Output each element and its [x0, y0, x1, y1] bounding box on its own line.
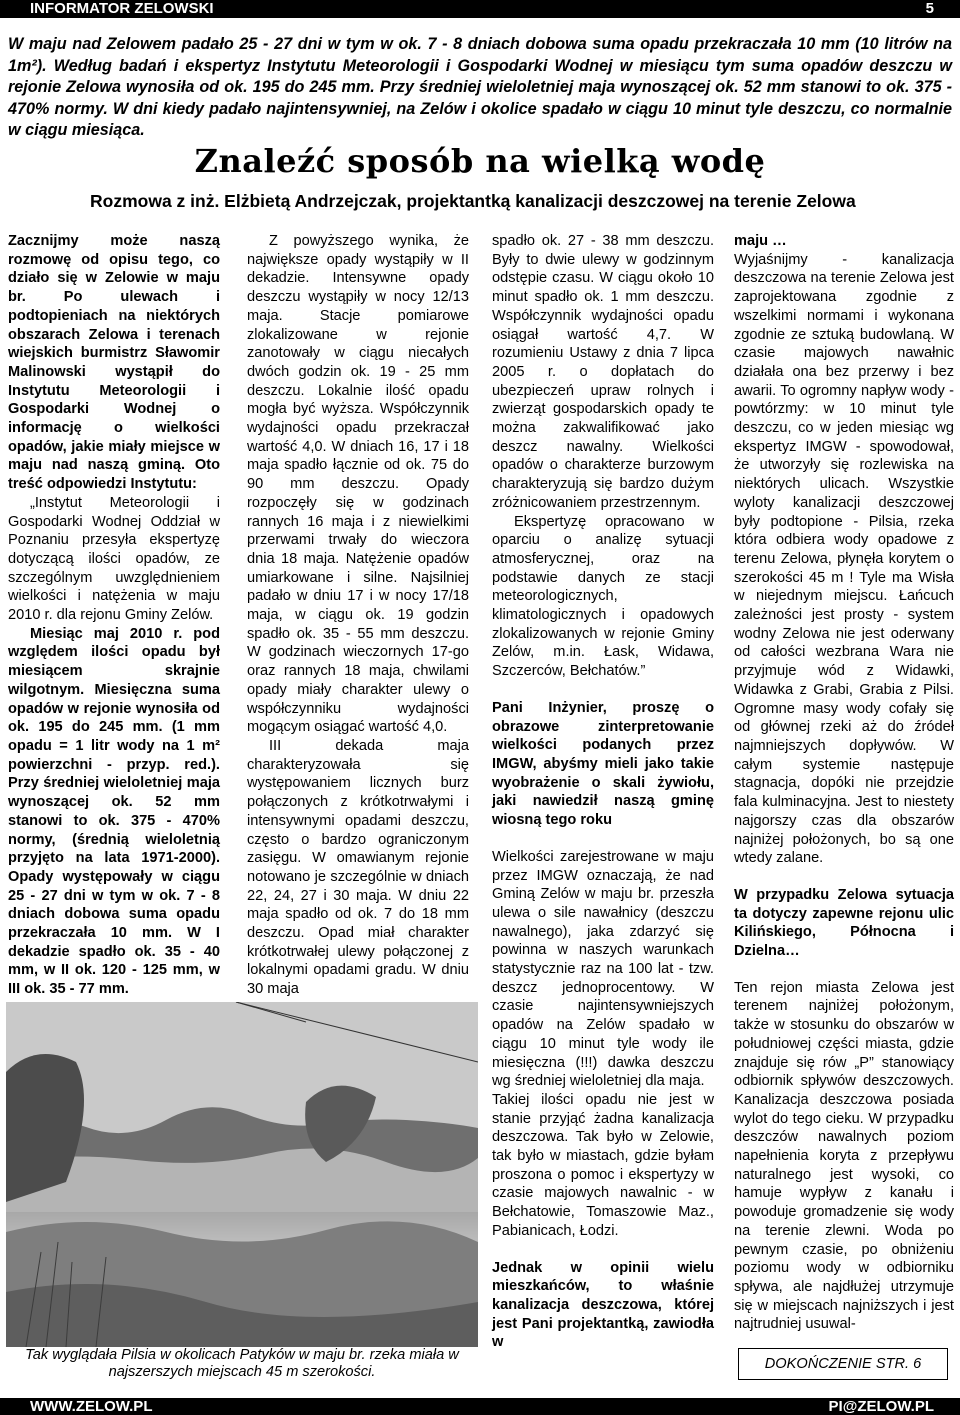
article-subhead: Rozmowa z inż. Elżbietą Andrzejczak, projektantką kanalizacji deszczowej na terenie Zelowa [90, 191, 856, 211]
article-headline: Znaleźć sposób na wielką wodę [194, 142, 766, 180]
paragraph: spadło ok. 27 - 38 mm deszczu. Były to dwie ulewy w godzinnym odstępie czasu. W ciągu około 10 minut spadło ok. 1 mm deszczu. Współczynnik wydajności opadu osiągał wartość 4,7. W rozumieniu Ustawy z dnia 7 lipca 2005 r. o dopłatach do ubezpieczeń upraw rolnych i zwierząt gospodarskich opady te można zakwalifikować jako deszcz nawalny. Wielkości opadów o charakterze burzowym charakteryzują się bardzo dużym zróżnicowaniem przestrzennym. [492, 233, 714, 511]
paragraph: Takiej ilości opadu nie jest w stanie przyjąć żadna kanalizacja deszczowa. Tak było w Zelowie, tak było w miastach, gdzie byłam proszona o pomoc i ekspertyzy w czasie majowych nawalnic - w Bełchatowie, Tomaszowie Maz., Pabianicach, Łodzi. [492, 1091, 714, 1239]
column-1 [8, 232, 220, 999]
interview-question: maju … [734, 233, 787, 249]
interview-question: Zacznijmy może naszą rozmowę od opisu tego, co działo się w Zelowie w maju br. Po ulewach i podtopieniach na niektórych obszarach Zelowa i terenach wiejskich burmistrz Sławomir Malinowski wystąpił do Instytutu Meteorologii i Gospodarki Wodnej o informację o wielkości opadów, jakie miały miejsce w maju nad naszą gminą. Oto treść odpowiedzi Instytutu: [8, 233, 220, 493]
column-3 [492, 232, 714, 1352]
paragraph: Wielkości zarejestrowane w maju przez IMGW oznaczają, że nad Gminą Zelów w maju br. przeszła ulewa o sile nawałnicy (deszczu nawalnego), jaka zdarzyć się powinna w naszych warunkach statystycznie raz na 100 lat - tzw. deszcz jednoprocentowy. W czasie najintensywniejszych opadów na Zelów spadało w ciągu 10 minut tyle wody ile miesięczna (!!!) dawka deszczu wg średniej wieloletniej dla maja. [492, 848, 714, 1090]
column-2 [247, 232, 469, 999]
paragraph: Z powyższego wynika, że największe opady wystąpiły w II dekadzie. Intensywne opady deszczu wystąpiły w nocy 12/13 maja. Stacje pomiarowe zlokalizowane w rejonie zanotowały w ciągu niecałych dwóch godzin ok. 19 - 25 mm deszczu. Lokalnie ilość opadu mogła być wyższa. Współczynnik wydajności opadu przekraczał wartość 4,0. W dniach 16, 17 i 18 maja spadło łącznie od ok. 75 do 90 mm deszczu. Opady rozpoczęły się w godzinach rannych 16 maja i z niewielkimi przerwami trwały do wieczora dnia 18 maja. Natężenie opadów umiarkowane i silne. Najsilniej padało w dniu 17 i w nocy 17/18 maja, w ciągu ok. 19 godzin spadło ok. 35 - 55 mm deszczu. W godzinach wieczornych 17-go oraz rannych 18 maja, chwilami opady miały charakter ulewy o współczynniku wydajności mogącym osiągać wartość 4,0. [247, 233, 469, 736]
paragraph: Ekspertyzę opracowano w oparciu o analizę sytuacji atmosferycznej, oraz na podstawie danych ze stacji meteorologicznych, klimatologicznych i opadowych zlokalizowanych w rejonie Gminy Zelów, m.in. Łask, Widawa, Szczerców, Bełchatów.” [492, 513, 714, 680]
flooded-river-photo [6, 1002, 478, 1347]
interview-question: Pani Inżynier, proszę o obrazowe zinterpretowanie wielkości podanych przez IMGW, abyśmy mieli jako takie wyobrażenie o skali żywiołu, jaki nawiedził naszą gminę wiosną tego roku [492, 699, 714, 829]
continued-notice: DOKOŃCZENIE STR. 6 [738, 1348, 948, 1380]
page-number: 5 [925, 0, 934, 17]
lead-paragraph: W maju nad Zelowem padało 25 - 27 dni w tym w ok. 7 - 8 dniach dobowa suma opadu przekraczała 10 mm (10 litrów na 1m²). Według badań i ekspertyz Instytutu Meteorologii i Gospodarki Wodnej w miesiącu tym suma opadów deszczu w rejonie Zelowa wynosiła od ok. 195 do 245 mm. Przy średniej wieloletniej maja wynoszącej ok. 52 mm stanowi to ok. 375 - 470% normy. W dni kiedy padało najintensywniej, na Zelów i okolice spadało w ciągu 10 minut tyle deszczu, co normalnie w ciągu miesiąca. [8, 35, 952, 140]
paragraph: III dekada maja charakteryzowała się występowaniem licznych burz połączonych z krótkotrwałymi i intensywnymi opadami deszczu, często o bardzo ograniczonym zasięgu. W omawianym rejonie notowano je szczególnie w dniach 22, 24, 27 i 30 maja. W dniu 22 maja spadło od ok. 7 do 18 mm deszczu. Opad miał charakter krótkotrwałej ulewy połączonej z lokalnymi opadami gradu. W dniu 30 maja [247, 737, 469, 998]
column-4 [734, 232, 954, 1334]
interview-question: Jednak w opinii wielu mieszkańców, to właśnie kanalizacja deszczowa, której jest Pani projektantką, zawiodła w [492, 1259, 714, 1351]
paragraph: Miesiąc maj 2010 r. pod względem ilości opadu był miesiącem skrajnie wilgotnym. Miesięczna suma opadów w rejonie wynosiła od ok. 195 do 245 mm. (1 mm opadu = 1 litr wody na 1 m² powierzchni - przyp. red.). Przy średniej wieloletniej maja wynoszącej ok. 52 mm stanowi to ok. 375 - 470% normy, (średnią wieloletnią przyjęto na lata 1971-2000). Opady występowały w ciągu 25 - 27 dni w tym w ok. 7 - 8 dniach dobowa suma opadu przekraczała 10 mm. W I dekadzie spadło ok. 35 - 40 mm, w II ok. 120 - 125 mm, w III ok. 35 - 77 mm. [8, 625, 220, 998]
page-footer [0, 1398, 960, 1415]
website-link[interactable]: WWW.ZELOW.PL [30, 1398, 153, 1415]
email-link[interactable]: PI@ZELOW.PL [828, 1398, 934, 1415]
paragraph: Wyjaśnijmy - kanalizacja deszczowa na terenie Zelowa jest zaprojektowana zgodnie z wszelkimi normami i wykonana zgodnie ze sztuką budowlaną. W czasie majowych nawałnic działała ona bez przerwy i bez awarii. To ogromny napływ wody - powtórzmy: w 10 minut tyle deszczu, co w jeden miesiąc wg ekspertyz IMGW - spowodował, że utworzyły się rozlewiska na niektórych ulicach. Wszystkie wyloty kanalizacji deszczowej były podtopione - Pilsia, rzeka która odbiera wody opadowe z terenu Zelowa, płynęła korytem o szerokości 45 m ! Tyle ma Wisła w niejednym miejscu. Łańcuch zależności jest prosty - system wodny Zelowa nie jest oderwany od całości wezbrana Wara nie przyjmuje wód z Widawki, Widawka z Grabi, Grabia z Pilsi. Ogromne masy wody cofały się od głównej rzeki aż do źródeł najmniejszych dopływów. W całym systemie następuje stagnacja, dopóki nie przejdzie fala kulminacyjna. Jest to niestety najgorszy czas dla obszarów najniżej położonych, bo są one wtedy zalane. [734, 251, 954, 867]
photo-illustration [6, 1002, 478, 1347]
publication-title: INFORMATOR ZELOWSKI [30, 0, 214, 17]
photo-caption: Tak wyglądała Pilsia w okolicach Patyków w maju br. rzeka miała w najszerszych miejscach 45 m szerokości. [25, 1347, 459, 1380]
interview-question: W przypadku Zelowa sytuacja ta dotyczy zapewne rejonu ulic Kilińskiego, Północna i Dzielna… [734, 886, 954, 960]
page-header [0, 0, 960, 18]
paragraph: „Instytut Meteorologii i Gospodarki Wodnej Oddział w Poznaniu przesyła ekspertyzę dotyczącą ilości opadów, ze szczególnym uwzględnieniem wielkości i natężenia w maju 2010 r. dla rejonu Gminy Zelów. [8, 494, 220, 624]
paragraph: Ten rejon miasta Zelowa jest terenem najniżej położonym, także w stosunku do obszarów w południowej części miasta, gdzie znajduje się rów „P” stanowiący odbiornik spływów deszczowych. Kanalizacja deszczowa posiada wylot do tego cieku. W przypadku deszczów nawalnych poziom napełnienia koryta z przepływu naturalnego jest wysoki, co hamuje wypływ z kanału i powoduje gromadzenie się wody na terenie zlewni. Woda po pewnym czasie, po obniżeniu poziomu wody w odbiorniku spływa, ale najdłużej utrzymuje się w miejscach najniższych i jest najtrudniej usuwal- [734, 979, 954, 1333]
